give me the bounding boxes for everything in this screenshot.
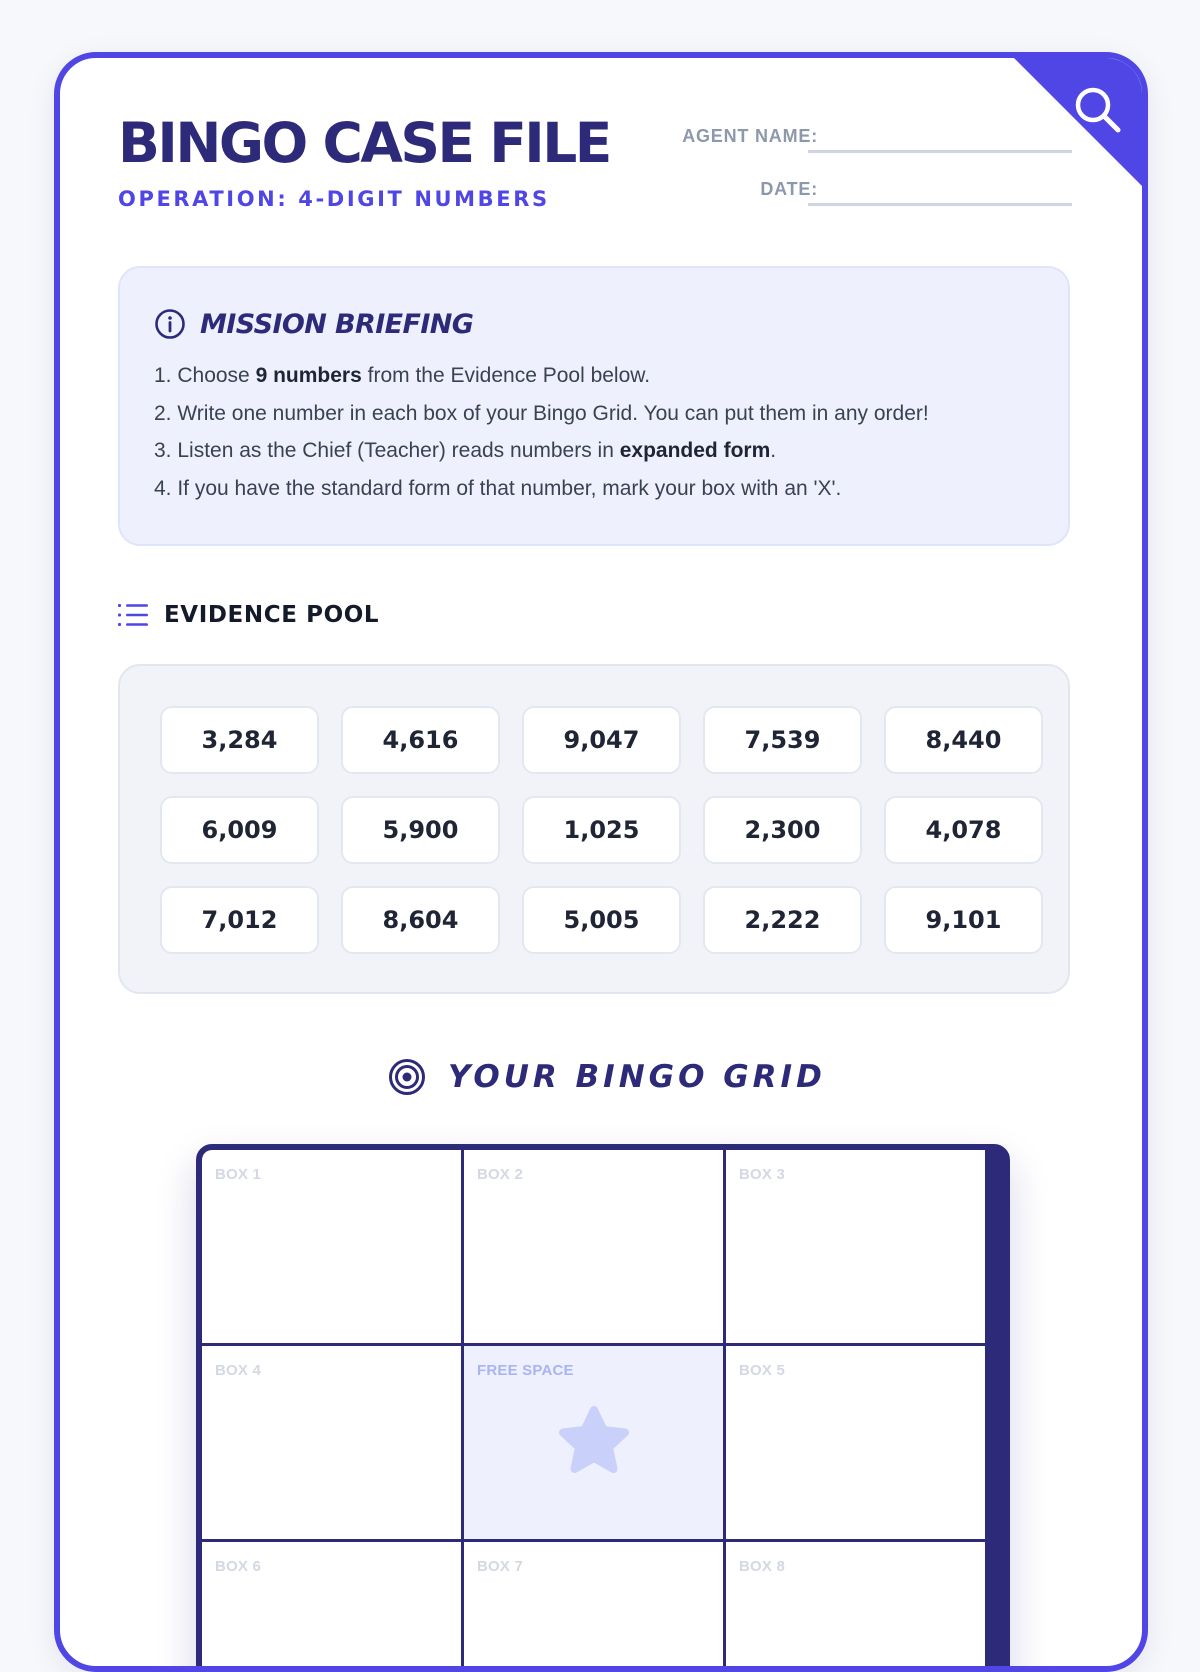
- instruction-step: 4. If you have the standard form of that number, mark your box with an 'X'.: [154, 476, 842, 500]
- instruction-step: 2. Write one number in each box of your Bingo Grid. You can put them in any order!: [154, 401, 929, 425]
- cell-label: BOX 4: [215, 1362, 262, 1379]
- evidence-pool-header: [118, 602, 379, 628]
- cell-label: BOX 8: [739, 1558, 786, 1575]
- instruction-step: 1. Choose 9 numbers from the Evidence Pool below.: [154, 364, 651, 387]
- bingo-cell[interactable]: [726, 1150, 985, 1343]
- instruction-list: [154, 364, 929, 514]
- number-chip[interactable]: 4,078: [884, 796, 1043, 864]
- bingo-grid-header: [388, 1058, 826, 1096]
- evidence-pool-title: EVIDENCE POOL: [164, 602, 380, 628]
- agent-name-label: AGENT NAME:: [682, 126, 818, 146]
- magnifying-glass-icon: [1072, 84, 1124, 136]
- cell-label: BOX 6: [215, 1558, 262, 1575]
- cell-label: BOX 2: [477, 1166, 524, 1183]
- cell-label: BOX 1: [215, 1166, 262, 1183]
- bingo-cell[interactable]: [464, 1542, 723, 1672]
- bingo-cell[interactable]: [726, 1542, 985, 1672]
- bingo-cell[interactable]: [726, 1346, 985, 1539]
- briefing-header: [154, 308, 473, 340]
- cell-label: BOX 7: [477, 1558, 524, 1575]
- agent-name-field[interactable]: [808, 150, 1072, 153]
- briefing-title: MISSION BRIEFING: [200, 308, 474, 340]
- number-chip[interactable]: 8,604: [341, 886, 500, 954]
- number-chip[interactable]: 4,616: [341, 706, 500, 774]
- number-chip[interactable]: 8,440: [884, 706, 1043, 774]
- number-chip[interactable]: 7,012: [160, 886, 319, 954]
- number-chip[interactable]: 9,101: [884, 886, 1043, 954]
- mission-briefing-panel: [118, 266, 1070, 546]
- number-chip[interactable]: 2,222: [703, 886, 862, 954]
- cell-label: BOX 3: [739, 1166, 786, 1183]
- instruction-step: 3. Listen as the Chief (Teacher) reads numbers in expanded form.: [154, 439, 777, 462]
- page-subtitle: OPERATION: 4-DIGIT NUMBERS: [118, 187, 550, 211]
- number-chip[interactable]: 5,900: [341, 796, 500, 864]
- bingo-cell[interactable]: [202, 1150, 461, 1343]
- bingo-cell[interactable]: [202, 1346, 461, 1539]
- list-icon: [118, 602, 148, 628]
- bingo-grid: [196, 1144, 1010, 1672]
- date-field[interactable]: [808, 203, 1072, 206]
- evidence-pool: [118, 664, 1070, 994]
- number-chip[interactable]: 9,047: [522, 706, 681, 774]
- worksheet: [54, 52, 1148, 1672]
- number-chip[interactable]: 2,300: [703, 796, 862, 864]
- info-circle-icon: [154, 308, 186, 340]
- bingo-cell[interactable]: [464, 1150, 723, 1343]
- bingo-cell[interactable]: [202, 1542, 461, 1672]
- date-label: DATE:: [760, 179, 818, 199]
- bingo-grid-title: YOUR BINGO GRID: [448, 1059, 826, 1095]
- number-chip[interactable]: 5,005: [522, 886, 681, 954]
- number-chip[interactable]: 6,009: [160, 796, 319, 864]
- cell-label: FREE SPACE: [477, 1362, 574, 1379]
- star-icon: [554, 1404, 634, 1480]
- target-icon: [388, 1058, 426, 1096]
- number-chip[interactable]: 3,284: [160, 706, 319, 774]
- page-title: BINGO CASE FILE: [118, 111, 610, 175]
- corner-ribbon: [1008, 52, 1148, 192]
- free-space-cell: [464, 1346, 723, 1539]
- cell-label: BOX 5: [739, 1362, 786, 1379]
- number-chip[interactable]: 1,025: [522, 796, 681, 864]
- number-chip[interactable]: 7,539: [703, 706, 862, 774]
